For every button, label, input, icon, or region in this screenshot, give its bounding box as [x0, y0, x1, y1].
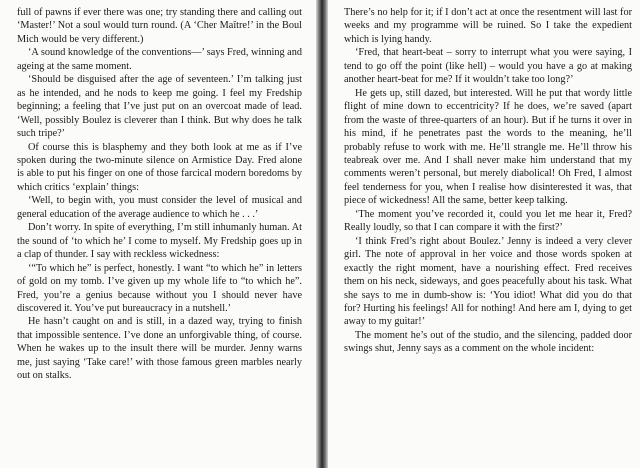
paragraph: ‘Should be disguised after the age of seventeen.’ I’m talking just as he intended, and he nods to keep me going. I feel my Fredship beginning; a feeling that I’ve just put on an overcoat made of lead. ‘Well, possibly Boulez is cleverer than I think. But why does he talk such tripe?’	[17, 74, 302, 140]
paragraph: There’s no help for it; if I don’t act at once the resentment will last for weeks and my programme will be ruined. So I take the expedient which is lying handy.	[344, 7, 632, 45]
paragraph: ‘I think Fred’s right about Boulez.’ Jenny is indeed a very clever girl. The note of approval in her voice and those words spoken at exactly the right moment, have a nourishing effect. Fred receives them on his neck, sideways, and goes peacefully about his task. What she says to me in dumb-show is: ‘You idiot! What did you do that for? Hurting his feelings! All for nothing! And here am I, dying to get away to my guitar!’	[344, 235, 632, 328]
paragraph: He hasn’t caught on and is still, in a dazed way, trying to finish that impossible sentence. I’ve done an unforgivable thing, of course. When he wakes up to the insult there will be murder. Jenny warns me, just saying ‘Take care!’ with those famous green marbles nearly out on stalks.	[17, 316, 302, 382]
book-gutter	[316, 0, 328, 468]
paragraph: Of course this is blasphemy and they both look at me as if I’ve spoken during the two-minute silence on Armistice Day. Fred alone is able to put his finger on one of those farcical modern boredoms by which critics ‘explain’ things:	[17, 141, 302, 193]
paragraph: He gets up, still dazed, but interested. Will he put that wordy little flight of mine down to eccentricity? If he does, we’re saved (apart from the waste of three-quarters of an hour). But if he turns it over in his mind, if he penetrates past the words to the meaning, he’ll probably refuse to work with me. He’ll strangle me. He’ll throw his teabreak over me. And I shall never make him understand that my comments weren’t personal, but merely diabolical! Oh Fred, I almost feel tenderness for you, when I realise how disinterested it was, that piece of wickedness! All the same, better keep talking.	[344, 87, 632, 207]
paragraph: ‘Fred, that heart-beat – sorry to interrupt what you were saying, I tend to go off the point (like hell) – would you have a go at making another heart-beat for me? If it wouldn’t take too long?’	[344, 47, 632, 86]
paragraph: Don’t worry. In spite of everything, I’m still inhumanly human. At the sound of ‘to which he’ I come to myself. My Fredship goes up in a clap of thunder. I say with reckless wickedness:	[17, 222, 302, 261]
paragraph: full of pawns if ever there was one; try standing there and calling out ‘Master!’ Not a soul would turn round. (A ‘Cher Maître!’ in the Boul Mich would be very different.)	[17, 7, 302, 45]
right-page-text	[344, 6, 632, 356]
paragraph: ‘Well, to begin with, you must consider the level of musical and general education of the average audience to which he . . .’	[17, 195, 302, 220]
left-page	[0, 0, 316, 468]
paragraph: ‘“To which he” is perfect, honestly. I want “to which he” in letters of gold on my tomb. I’ve given up my whole life to “to which he”. Fred, you’re a genius because without you I should never have discovered it. You’ve put bureaucracy in a nutshell.’	[17, 262, 302, 314]
paragraph: ‘The moment you’ve recorded it, could you let me hear it, Fred? Really loudly, so that I can compare it with the first?’	[344, 208, 632, 234]
paragraph: The moment he’s out of the studio, and the silencing, padded door swings shut, Jenny says as a comment on the whole incident:	[344, 329, 632, 355]
left-page-text	[17, 6, 302, 383]
paragraph: ‘A sound knowledge of the conventions—’ says Fred, winning and ageing at the same moment.	[17, 47, 302, 72]
right-page	[328, 0, 640, 468]
